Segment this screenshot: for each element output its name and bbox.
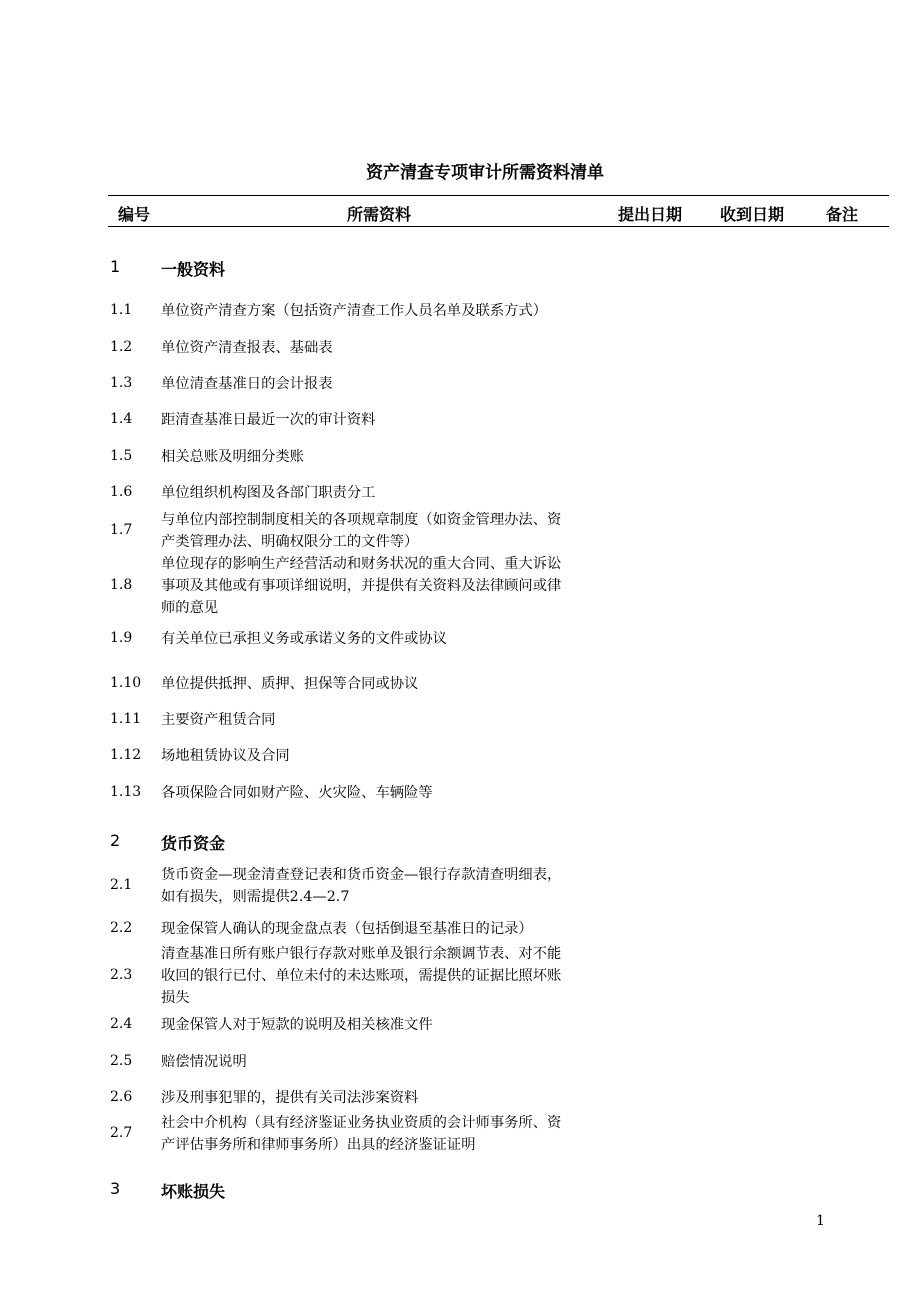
item-text: 单位现存的影响生产经营活动和财务状况的重大合同、重大诉讼 <box>161 556 562 572</box>
item-text: 赔偿情况说明 <box>161 1054 247 1070</box>
header-bottom-rule <box>108 226 889 227</box>
page-title: 资产清查专项审计所需资料清单 <box>366 163 604 183</box>
column-header-submit-date: 提出日期 <box>618 205 683 224</box>
item-text: 各项保险合同如财产险、火灾险、车辆险等 <box>161 785 433 801</box>
item-text: 损失 <box>161 990 190 1006</box>
item-number: 1.12 <box>110 747 142 763</box>
item-number: 1.13 <box>110 784 142 800</box>
item-text: 产类管理办法、明确权限分工的文件等） <box>161 534 419 550</box>
item-text: 单位资产清查报表、基础表 <box>161 340 333 356</box>
header-top-rule <box>108 195 889 196</box>
item-text: 如有损失，则需提供2.4—2.7 <box>161 889 350 905</box>
item-number: 2.4 <box>110 1016 133 1032</box>
item-text: 单位组织机构图及各部门职责分工 <box>161 485 376 501</box>
section-title: 坏账损失 <box>161 1182 226 1201</box>
item-number: 2.7 <box>110 1125 133 1141</box>
item-number: 2.3 <box>110 967 133 983</box>
item-text: 场地租赁协议及合同 <box>161 748 290 764</box>
item-number: 1.8 <box>110 577 133 593</box>
item-text: 与单位内部控制制度相关的各项规章制度（如资金管理办法、资 <box>161 512 562 528</box>
item-text: 社会中介机构（具有经济鉴证业务执业资质的会计师事务所、资 <box>161 1115 562 1131</box>
item-number: 1.1 <box>110 302 133 318</box>
item-number: 1.9 <box>110 630 133 646</box>
column-header-material: 所需资料 <box>347 205 412 224</box>
section-title: 一般资料 <box>161 260 226 279</box>
item-number: 1.11 <box>110 711 142 727</box>
item-number: 2.6 <box>110 1089 133 1105</box>
item-number: 2.5 <box>110 1053 133 1069</box>
item-text: 收回的银行已付、单位未付的未达账项，需提供的证据比照坏账 <box>161 968 562 984</box>
item-text: 涉及刑事犯罪的，提供有关司法涉案资料 <box>161 1090 419 1106</box>
item-text: 单位资产清查方案（包括资产清查工作人员名单及联系方式） <box>161 303 548 319</box>
column-header-remark: 备注 <box>826 205 859 224</box>
item-text: 现金保管人确认的现金盘点表（包括倒退至基准日的记录） <box>161 921 533 937</box>
column-header-receive-date: 收到日期 <box>720 205 785 224</box>
section-title: 货币资金 <box>161 834 226 853</box>
item-number: 1.5 <box>110 448 133 464</box>
section-number: 2 <box>110 831 121 850</box>
item-text: 相关总账及明细分类账 <box>161 449 304 465</box>
item-text: 有关单位已承担义务或承诺义务的文件或协议 <box>161 631 447 647</box>
item-number: 1.4 <box>110 411 133 427</box>
item-number: 2.1 <box>110 877 133 893</box>
item-text: 单位提供抵押、质押、担保等合同或协议 <box>161 676 419 692</box>
item-text: 清查基准日所有账户银行存款对账单及银行余额调节表、对不能 <box>161 946 562 962</box>
item-text: 货币资金—现金清查登记表和货币资金—银行存款清查明细表， <box>161 867 562 883</box>
item-text: 师的意见 <box>161 600 219 616</box>
item-text: 距清查基准日最近一次的审计资料 <box>161 412 376 428</box>
item-number: 1.3 <box>110 375 133 391</box>
section-number: 3 <box>110 1179 121 1198</box>
item-number: 1.7 <box>110 522 133 538</box>
column-header-no: 编号 <box>118 205 151 224</box>
item-text: 主要资产租赁合同 <box>161 712 276 728</box>
item-text: 产评估事务所和律师事务所）出具的经济鉴证证明 <box>161 1137 476 1153</box>
item-number: 1.2 <box>110 339 133 355</box>
item-text: 事项及其他或有事项详细说明，并提供有关资料及法律顾问或律 <box>161 578 562 594</box>
page-number: 1 <box>816 1213 825 1229</box>
item-text: 单位清查基准日的会计报表 <box>161 376 333 392</box>
item-number: 2.2 <box>110 920 133 936</box>
item-number: 1.10 <box>110 675 142 691</box>
item-number: 1.6 <box>110 484 133 500</box>
item-text: 现金保管人对于短款的说明及相关核准文件 <box>161 1017 433 1033</box>
section-number: 1 <box>110 257 121 276</box>
